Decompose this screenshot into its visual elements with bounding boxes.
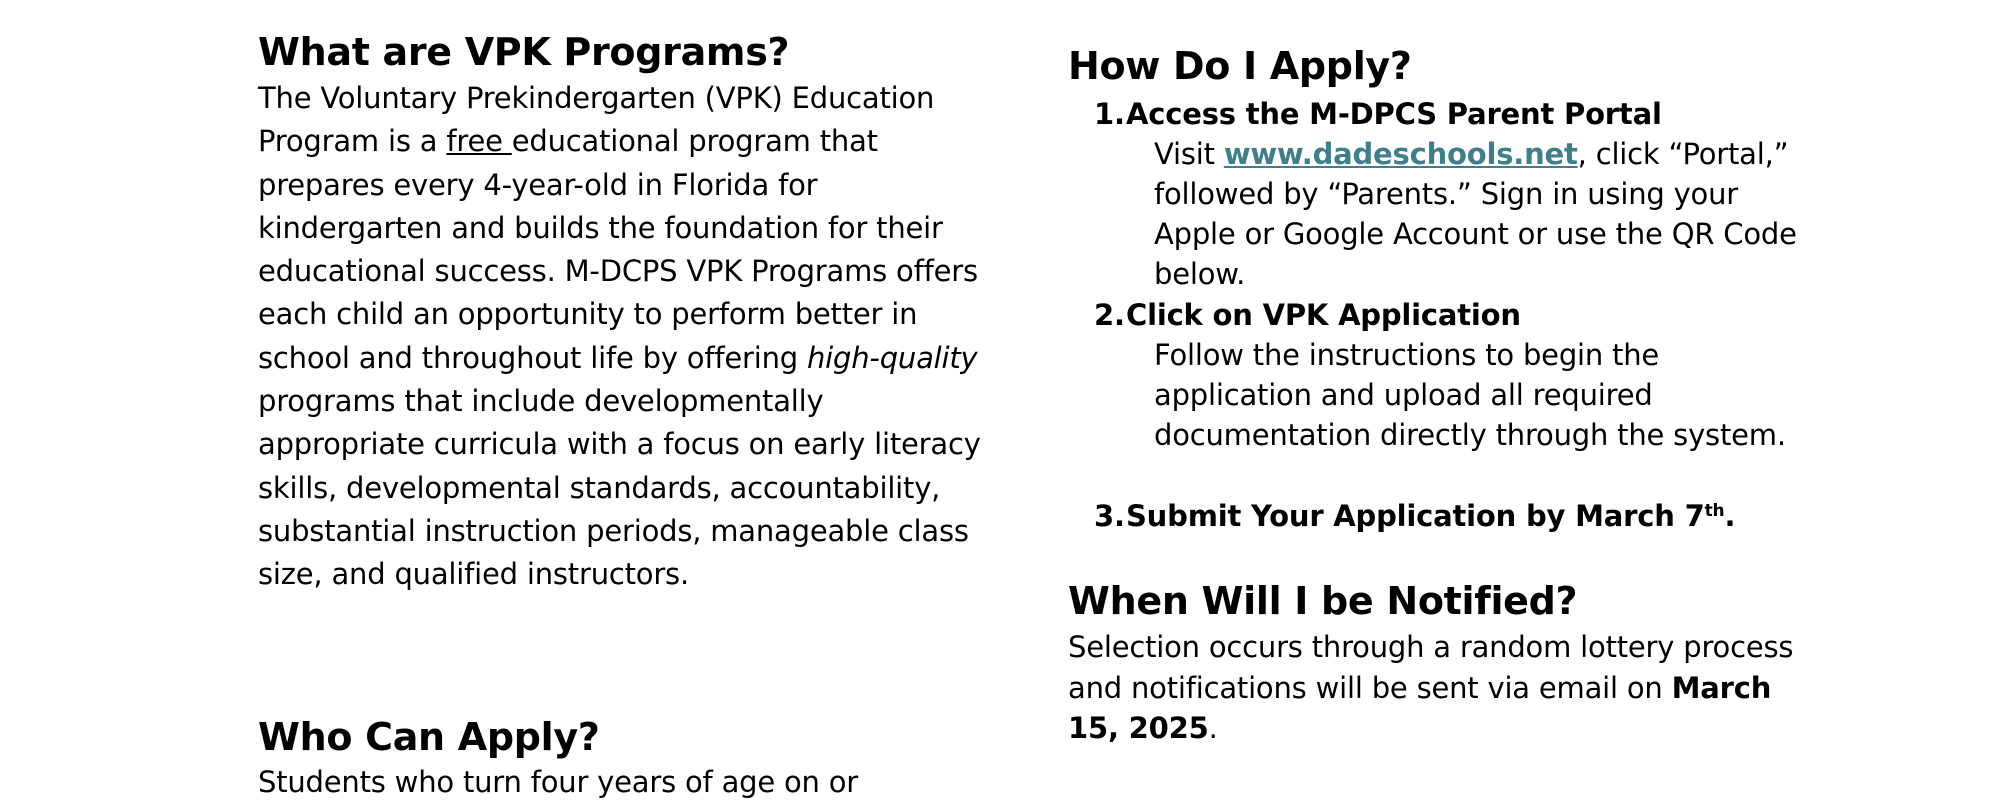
what-text-1: The Voluntary Prekindergarten (VPK) Education Program is a — [258, 81, 935, 159]
what-are-vpk-paragraph — [258, 77, 998, 597]
step-3-number: 3. — [1094, 499, 1125, 533]
step-1 — [1068, 94, 1828, 294]
step-3-title-text: Submit Your Application by March 7 — [1126, 499, 1705, 533]
who-can-apply-heading: Who Can Apply? — [258, 715, 600, 759]
what-text-2: educational program that prepares every 4-year-old in Florida for kindergarten and builds the foundation for their educational success. M-DCPS VPK Programs offers each child an opportunity to perform better in school and throughout life by offering — [258, 124, 978, 375]
step-3-title-sup: th — [1704, 501, 1725, 521]
step-3-title — [1126, 496, 1735, 536]
how-do-i-apply-heading: How Do I Apply? — [1068, 44, 1412, 88]
step-2-title: Click on VPK Application — [1126, 298, 1521, 332]
when-notified-paragraph — [1068, 627, 1828, 749]
step-3-header — [1068, 496, 1828, 536]
step-1-number: 1. — [1094, 97, 1125, 131]
step-2-description: Follow the instructions to begin the application and upload all required documentation directly through the system. — [1154, 338, 1786, 452]
when-text-pre: Selection occurs through a random lottery process and notifications will be sent via email on — [1068, 630, 1794, 705]
notification-date: March 15, 2025 — [1068, 670, 1772, 745]
step-2-number: 2. — [1094, 298, 1125, 332]
when-text-post: . — [1208, 711, 1218, 745]
step-3 — [1068, 496, 1828, 536]
step-1-title: Access the M-DPCS Parent Portal — [1126, 97, 1662, 131]
step-1-desc-post: , click “Portal,” followed by “Parents.” Sign in using your Apple or Google Account or use the QR Code below. — [1154, 137, 1797, 291]
step-1-desc-pre: Visit — [1154, 137, 1224, 171]
what-text-3: programs that include developmentally appropriate curricula with a focus on early literacy skills, developmental standards, accountability, substantial instruction periods, manageable class size, and qualified instructors. — [258, 384, 981, 592]
step-3-title-end: . — [1724, 499, 1736, 533]
when-notified-heading: When Will I be Notified? — [1068, 579, 1578, 623]
step-2 — [1068, 295, 1828, 455]
step-1-header — [1068, 94, 1828, 134]
step-1-description — [1154, 134, 1814, 294]
what-are-vpk-heading: What are VPK Programs? — [258, 30, 790, 74]
free-underlined: free — [446, 124, 512, 159]
high-quality-italic: high-quality — [807, 340, 978, 375]
dadeschools-link[interactable]: www.dadeschools.net — [1223, 137, 1578, 171]
step-2-header — [1068, 295, 1828, 335]
who-can-apply-paragraph: Students who turn four years of age on or — [258, 765, 859, 799]
